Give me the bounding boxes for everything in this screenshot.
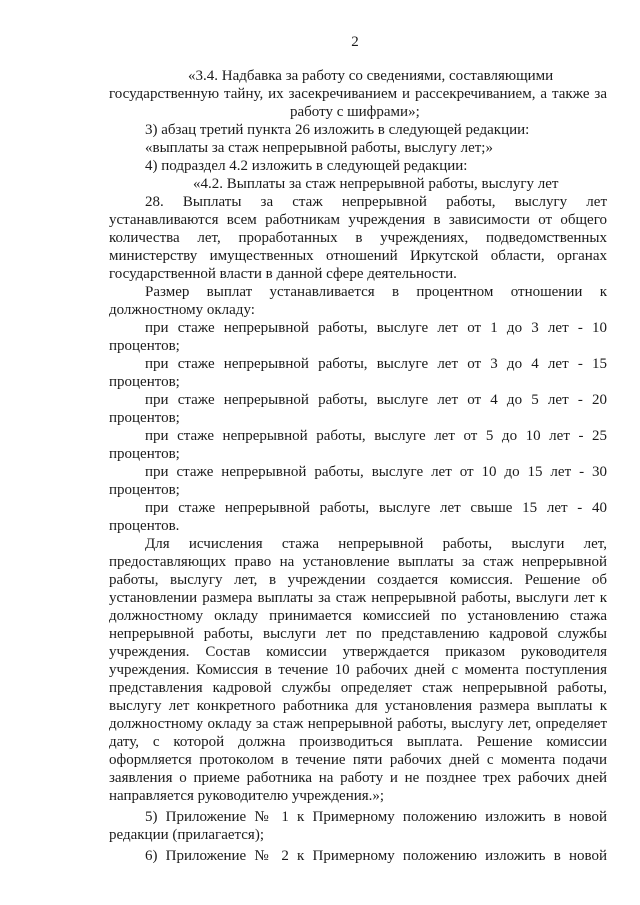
- text-line: работу с шифрами»;: [290, 104, 420, 120]
- text-line: работы, выслугу лет, в учреждении создается комиссия. Решение об: [109, 572, 607, 588]
- text-line: устанавливаются всем работникам учреждения в зависимости от общего: [109, 212, 607, 228]
- text-line: государственной власти в данной сфере деятельности.: [109, 266, 457, 282]
- text-line: 28. Выплаты за стаж непрерывной работы, выслугу лет: [145, 194, 607, 210]
- text-line: «3.4. Надбавка за работу со сведениями, составляющими: [188, 68, 554, 84]
- text-line: государственную тайну, их засекречиванием и рассекречиванием, а также за: [109, 86, 607, 102]
- text-line: 3) абзац третий пункта 26 изложить в следующей редакции:: [145, 122, 530, 138]
- text-line: заявления о приеме работника на работу и не позднее трех рабочих дней: [109, 770, 607, 786]
- text-line: процентов;: [109, 446, 180, 462]
- text-line: количества лет, проработанных в учреждениях, подведомственных: [109, 230, 607, 246]
- text-line: предоставляющих право на установление выплаты за стаж непрерывной: [109, 554, 607, 570]
- text-line: при стаже непрерывной работы, выслуге лет от 10 до 15 лет - 30: [145, 464, 607, 480]
- text-line: представления кадровой службы определяет стаж непрерывной работы,: [109, 680, 607, 696]
- text-line: Для исчисления стажа непрерывной работы, выслуги лет,: [145, 536, 607, 552]
- text-line: «4.2. Выплаты за стаж непрерывной работы, выслугу лет: [193, 176, 559, 192]
- text-line: 4) подраздел 4.2 изложить в следующей редакции:: [145, 158, 468, 174]
- text-line: «выплаты за стаж непрерывной работы, выслугу лет;»: [145, 140, 493, 156]
- text-line: оформляется протоколом в течение пяти рабочих дней с момента подачи: [109, 752, 607, 768]
- text-line: при стаже непрерывной работы, выслуге лет от 4 до 5 лет - 20: [145, 392, 607, 408]
- text-line: направляется руководителю учреждения.»;: [109, 788, 385, 804]
- text-line: процентов.: [109, 518, 180, 534]
- text-line: непрерывной работы, выслуги лет по представлению кадровой службы: [109, 626, 607, 642]
- text-line: процентов;: [109, 374, 180, 390]
- text-line: Размер выплат устанавливается в процентном отношении к: [145, 284, 607, 300]
- text-line: при стаже непрерывной работы, выслуге лет свыше 15 лет - 40: [145, 500, 607, 516]
- text-line: выслугу лет конкретного работника для установления размера выплаты к: [109, 698, 607, 714]
- text-line: при стаже непрерывной работы, выслуге лет от 5 до 10 лет - 25: [145, 428, 607, 444]
- text-line: учреждения. Состав комиссии утверждается приказом руководителя: [109, 644, 607, 660]
- text-line: должностному окладу за стаж непрерывной работы, выслугу лет, определяет: [109, 716, 607, 732]
- text-line: процентов;: [109, 338, 180, 354]
- text-line: процентов;: [109, 410, 180, 426]
- page-number: 2: [351, 34, 359, 50]
- text-line: дату, с которой должна производиться выплата. Решение комиссии: [109, 734, 607, 750]
- text-line: при стаже непрерывной работы, выслуге лет от 3 до 4 лет - 15: [145, 356, 607, 372]
- text-line: 6) Приложение № 2 к Примерному положению изложить в новой: [145, 848, 607, 864]
- text-line: редакции (прилагается);: [109, 827, 264, 843]
- text-line: учреждения. Комиссия в течение 10 рабочих дней с момента поступления: [109, 662, 607, 678]
- text-line: министерству имущественных отношений Иркутской области, органах: [109, 248, 607, 264]
- text-line: должностному окладу принимается комиссией по установлению стажа: [109, 608, 607, 624]
- text-line: установлении размера выплаты за стаж непрерывной работы, выслуги лет к: [109, 590, 607, 606]
- text-line: 5) Приложение № 1 к Примерному положению изложить в новой: [145, 809, 607, 825]
- text-line: при стаже непрерывной работы, выслуге лет от 1 до 3 лет - 10: [145, 320, 607, 336]
- text-line: должностному окладу:: [109, 302, 255, 318]
- text-line: процентов;: [109, 482, 180, 498]
